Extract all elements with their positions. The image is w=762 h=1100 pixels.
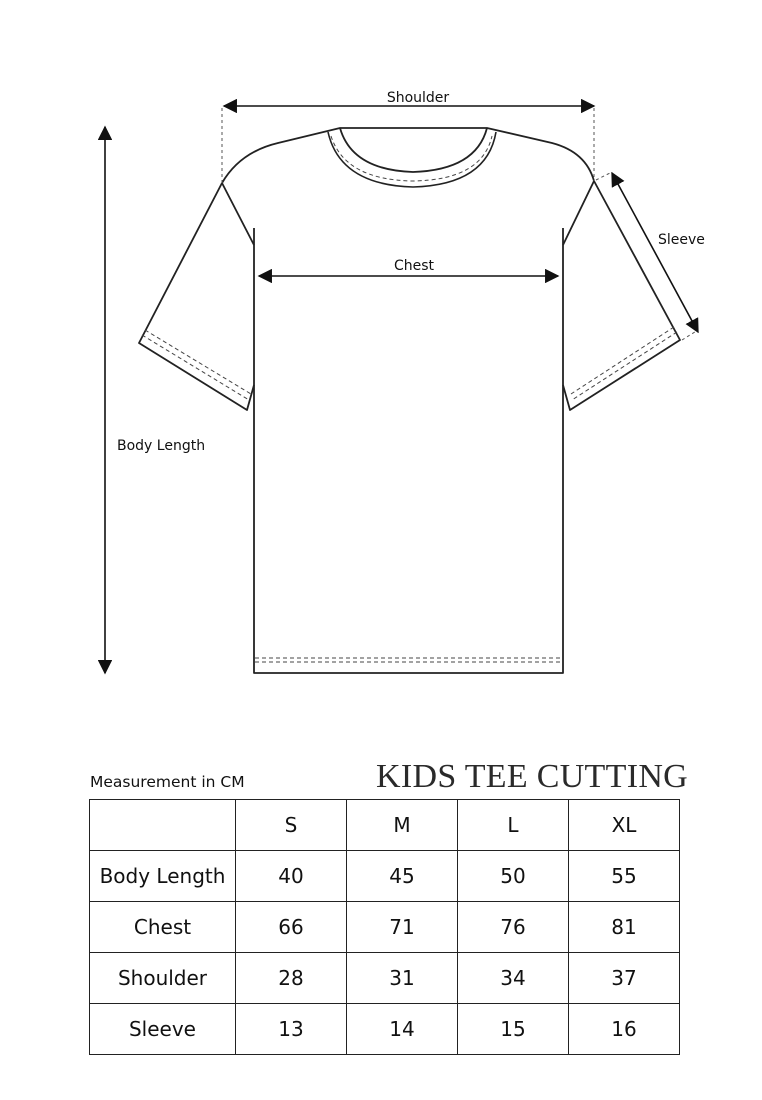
table-cell: 13 [236,1004,347,1055]
table-cell: 45 [347,851,458,902]
table-corner-cell [90,800,236,851]
tshirt-left-sleeve [139,183,254,410]
row-label: Body Length [90,851,236,902]
body-length-label: Body Length [117,438,206,454]
tshirt-body [254,228,563,673]
chest-label: Chest [393,258,435,274]
size-header-s: S [236,800,347,851]
table-cell: 40 [236,851,347,902]
row-label: Shoulder [90,953,236,1004]
size-chart-title: KIDS TEE CUTTING [376,758,689,795]
tshirt-stitching [142,136,677,662]
row-label: Sleeve [90,1004,236,1055]
size-chart-table [89,799,680,1055]
table-cell: 50 [458,851,569,902]
table-header-row [90,800,680,851]
sleeve-label: Sleeve [658,232,705,248]
table-cell: 15 [458,1004,569,1055]
guide-lines [222,108,698,340]
table-cell: 28 [236,953,347,1004]
shoulder-label: Shoulder [386,90,450,106]
table-cell: 71 [347,902,458,953]
table-row [90,953,680,1004]
row-label: Chest [90,902,236,953]
table-cell: 81 [569,902,680,953]
tshirt-outline [139,128,680,673]
table-cell: 31 [347,953,458,1004]
tshirt-collar-inner [328,132,496,187]
table-cell: 16 [569,1004,680,1055]
size-header-xl: XL [569,800,680,851]
table-row [90,851,680,902]
size-header-m: M [347,800,458,851]
table-cell: 14 [347,1004,458,1055]
measurement-unit-label: Measurement in CM [90,773,245,791]
size-header-l: L [458,800,569,851]
tshirt-right-sleeve [563,181,680,410]
tshirt-collar-outer [340,128,487,172]
table-cell: 66 [236,902,347,953]
table-cell: 37 [569,953,680,1004]
table-row [90,902,680,953]
table-cell: 55 [569,851,680,902]
table-row [90,1004,680,1055]
table-cell: 76 [458,902,569,953]
sleeve-arrow [612,173,698,332]
tshirt-shoulder-line [222,128,594,183]
table-cell: 34 [458,953,569,1004]
